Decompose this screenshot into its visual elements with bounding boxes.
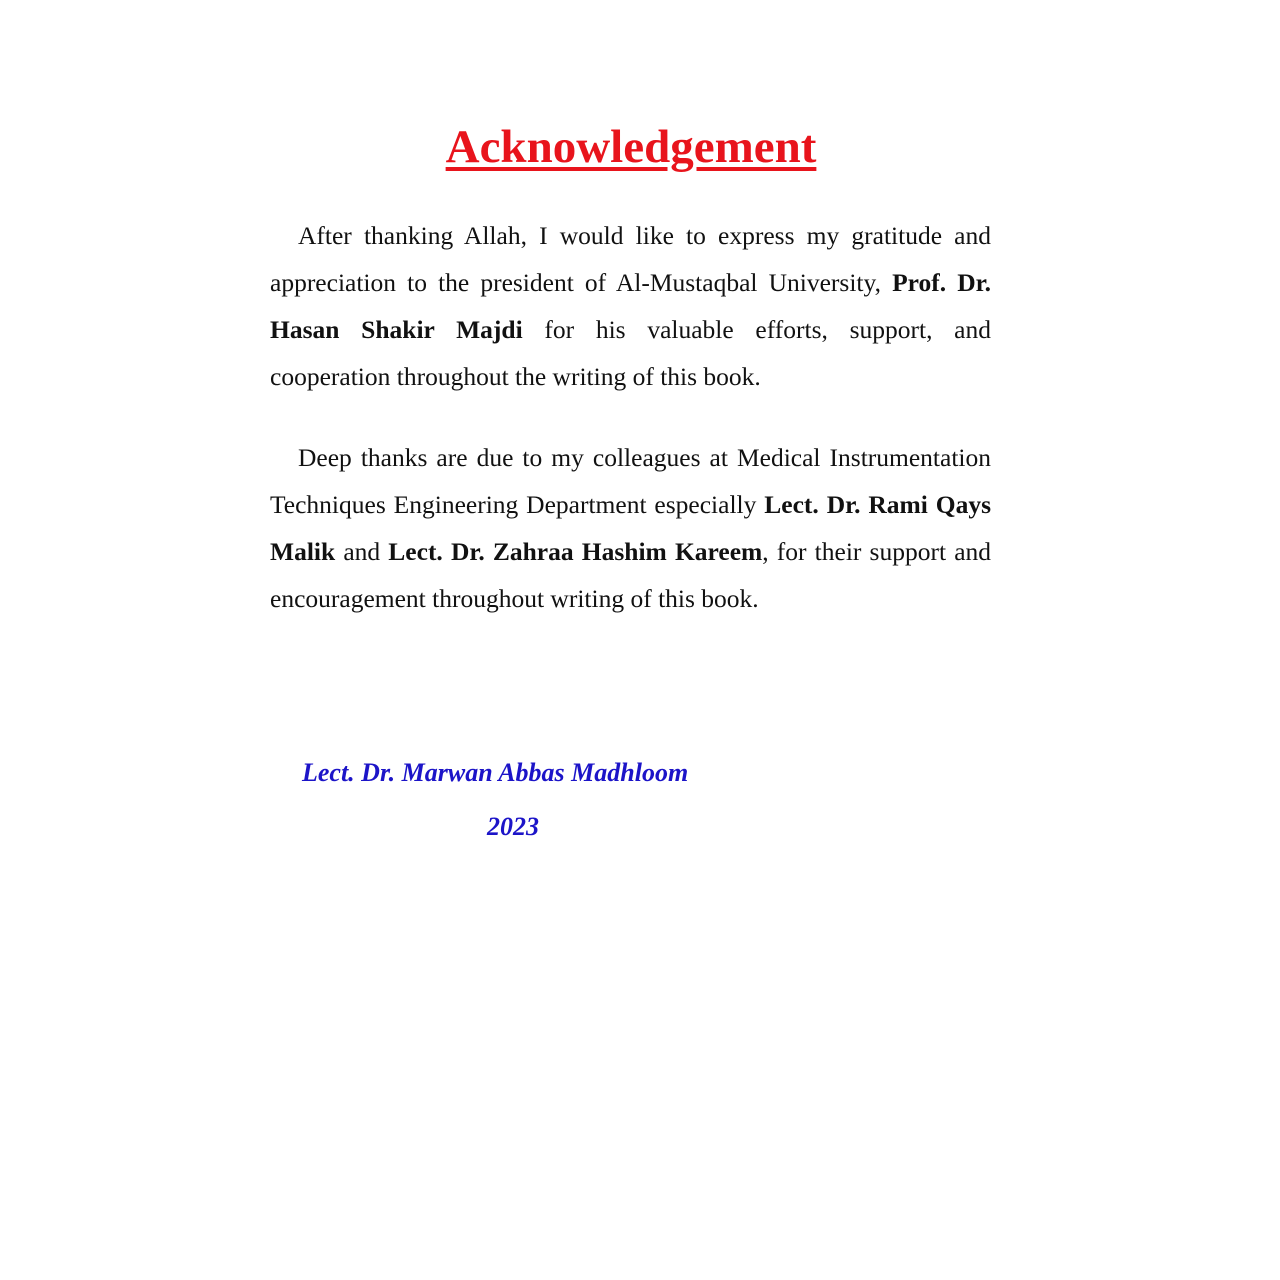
paragraph-text: , for their support and encouragement throughout writing of this book. [270, 537, 992, 613]
paragraph-text: for his valuable efforts, support, and cooperation throughout the writing of this book. [270, 315, 991, 391]
acknowledgement-paragraph-2 [270, 434, 991, 622]
paragraph-text: Deep thanks are due to my colleagues at Medical Instrumentation Techniques Engineering Department especially [270, 443, 991, 519]
page-title: Acknowledgement [445, 121, 817, 173]
paragraph-text: After thanking Allah, I would like to express my gratitude and appreciation to the president of Al-Mustaqbal University, [270, 221, 991, 297]
president-name: Prof. Dr. Hasan Shakir Majdi [270, 268, 992, 344]
colleague-name-2: Lect. Dr. Zahraa Hashim Kareem [388, 537, 763, 566]
acknowledgement-paragraph-1 [270, 212, 991, 400]
paragraph-text: and [335, 537, 389, 566]
author-signature: Lect. Dr. Marwan Abbas Madhloom [302, 758, 689, 787]
signature-year: 2023 [487, 812, 539, 841]
colleague-name-1: Lect. Dr. Rami Qays Malik [270, 490, 991, 566]
